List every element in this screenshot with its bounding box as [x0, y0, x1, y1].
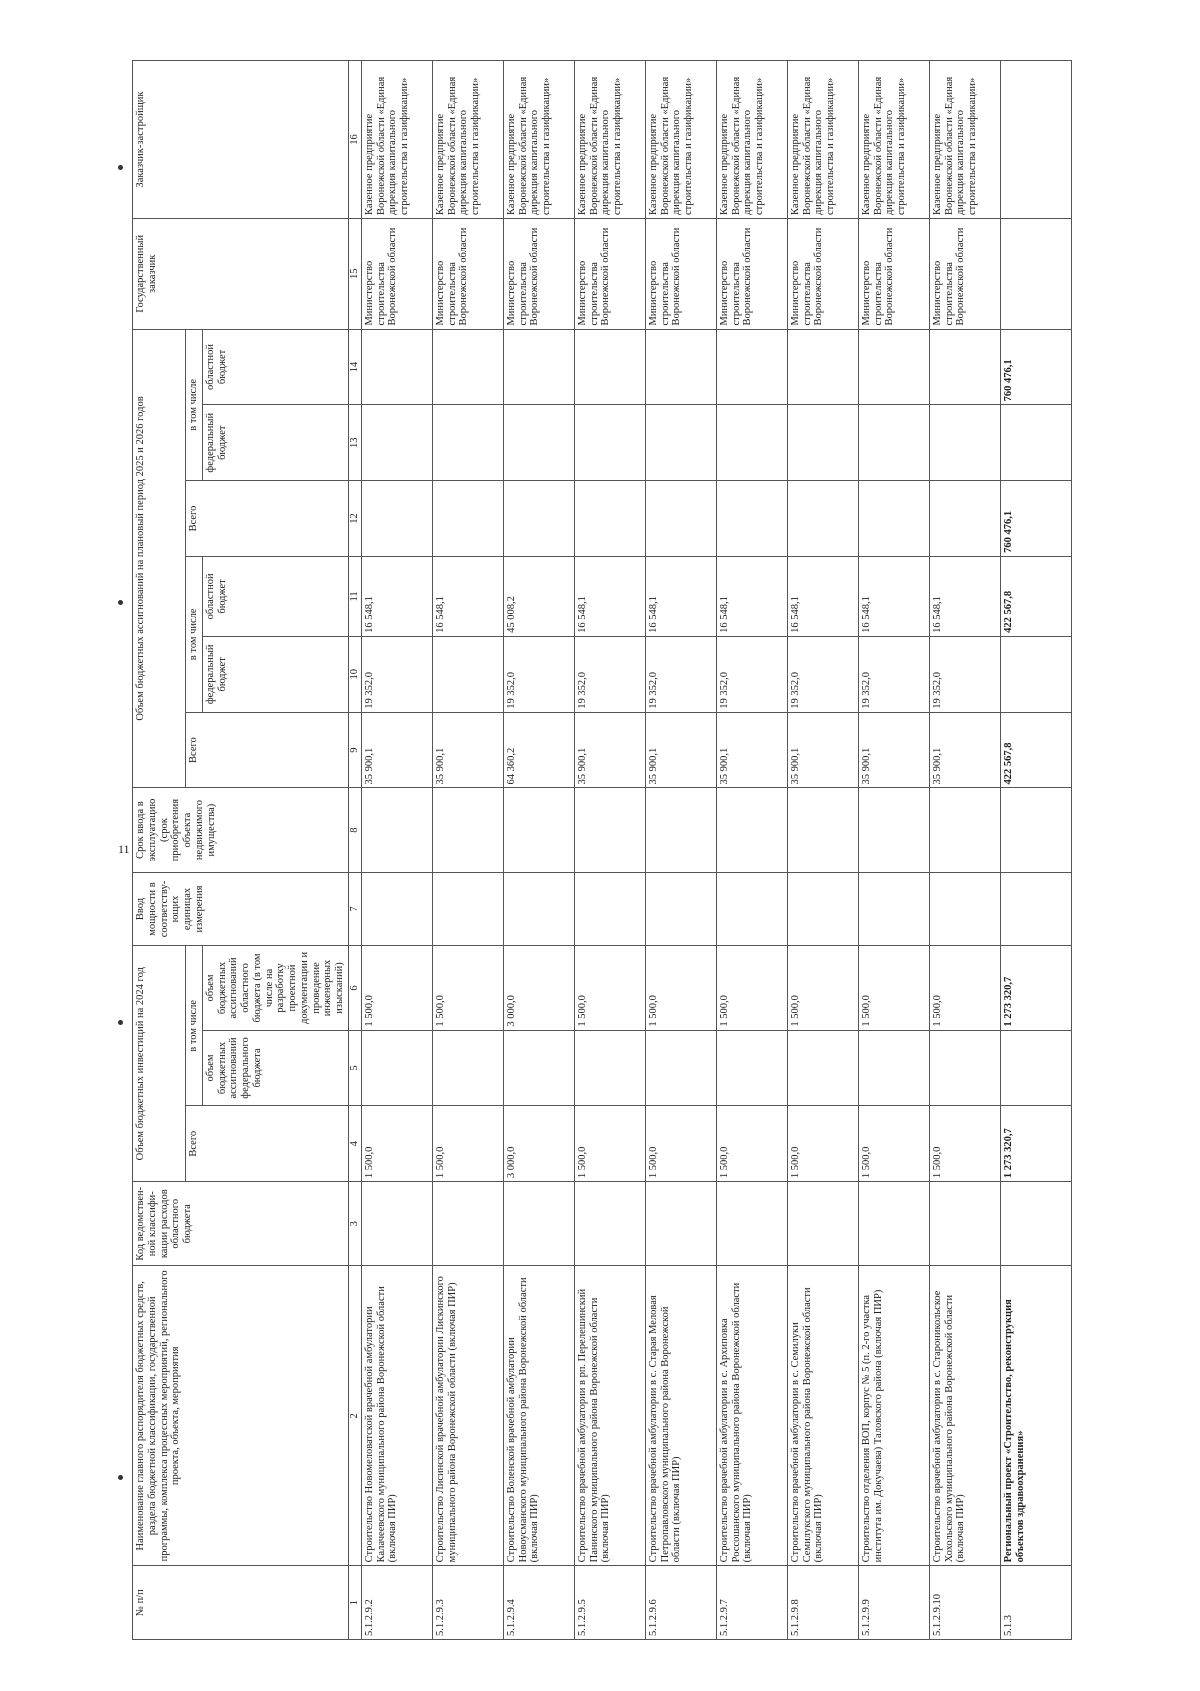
budget-code	[716, 1182, 787, 1266]
regional-2026: 760 476,1	[1000, 329, 1071, 405]
header-fed-2025: федеральный бюджет	[202, 636, 348, 712]
total-2026	[503, 481, 574, 557]
object-name: Строительство врачебной амбулатории в с. Семилуки Семилукского муниципального района Воронежской области (включая ПИР)	[787, 1266, 858, 1566]
regional-2026	[503, 329, 574, 405]
column-number: 3	[348, 1182, 361, 1266]
row-number: 5.1.2.9.8	[787, 1566, 858, 1640]
header-plan: Объем бюджетных ассигнований на плановый период 2025 и 2026 годов	[133, 329, 186, 788]
table-row	[858, 61, 929, 1640]
federal-2026	[503, 405, 574, 481]
regional-2025: 16 548,1	[574, 556, 645, 636]
total-2024: 1 273 320,7	[1000, 1106, 1071, 1182]
column-number-row	[348, 61, 361, 1640]
regional-2024: 1 500,0	[929, 946, 1000, 1030]
header-capacity: Ввод мощности в соответству-ющих единицах измерения	[133, 872, 349, 946]
header-fed-2024: объем бюджетных ассигнований федерального бюджета	[202, 1030, 348, 1106]
table-row	[716, 61, 787, 1640]
regional-2024: 1 500,0	[716, 946, 787, 1030]
state-customer: Министерство строительства Воронежской области	[858, 219, 929, 330]
regional-2025: 45 008,2	[503, 556, 574, 636]
regional-2024: 1 500,0	[574, 946, 645, 1030]
header-name: Наименование главного распорядителя бюджетных средств, раздела бюджетной классификации, государственной программы, комплекса процессных мероприятий, регионального проекта, объекта, мероприятия	[133, 1266, 349, 1566]
federal-2025: 19 352,0	[929, 636, 1000, 712]
total-2026	[574, 481, 645, 557]
total-2026	[716, 481, 787, 557]
developer: Казенное предприятие Воронежской области «Единая дирекция капитального строительства и газификации»	[574, 61, 645, 219]
total-2025: 422 567,8	[1000, 712, 1071, 788]
commission-term	[858, 788, 929, 872]
federal-2026	[361, 405, 432, 481]
regional-2025: 16 548,1	[929, 556, 1000, 636]
table-row	[645, 61, 716, 1640]
state-customer: Министерство строительства Воронежской области	[645, 219, 716, 330]
row-number: 5.1.2.9.3	[432, 1566, 503, 1640]
budget-code	[1000, 1182, 1071, 1266]
table-row	[361, 61, 432, 1640]
state-customer: Министерство строительства Воронежской области	[574, 219, 645, 330]
developer: Казенное предприятие Воронежской области «Единая дирекция капитального строительства и газификации»	[645, 61, 716, 219]
total-2024: 1 500,0	[858, 1106, 929, 1182]
developer: Казенное предприятие Воронежской области «Единая дирекция капитального строительства и газификации»	[361, 61, 432, 219]
total-2025: 35 900,1	[361, 712, 432, 788]
punch-dot	[118, 165, 123, 170]
budget-code	[432, 1182, 503, 1266]
federal-2025: 19 352,0	[361, 636, 432, 712]
header-no: № п/п	[133, 1566, 349, 1640]
header-incl-2025: в том числе	[186, 556, 203, 712]
row-number: 5.1.2.9.2	[361, 1566, 432, 1640]
total-2026	[432, 481, 503, 557]
object-name: Строительство Воленской врачебной амбулатории Новоусманского муниципального района Воронежской области (включая ПИР)	[503, 1266, 574, 1566]
object-name: Строительство Лисинской врачебной амбулатории Лискинского муниципального района Воронежской области (включая ПИР)	[432, 1266, 503, 1566]
column-number: 11	[348, 556, 361, 636]
object-name: Строительство врачебной амбулатории в рп. Перелешинский Панинского муниципального района Воронежской области (включая ПИР)	[574, 1266, 645, 1566]
total-2026	[858, 481, 929, 557]
commission-term	[574, 788, 645, 872]
total-2024: 3 000,0	[503, 1106, 574, 1182]
state-customer: Министерство строительства Воронежской области	[361, 219, 432, 330]
regional-2025: 16 548,1	[787, 556, 858, 636]
capacity	[574, 872, 645, 946]
object-name: Региональный проект «Строительство, реконструкция объектов здравоохранения»	[1000, 1266, 1071, 1566]
header-code: Код ведомствен-ной классифи-кации расходов областного бюджета	[133, 1182, 349, 1266]
regional-2026	[787, 329, 858, 405]
total-2024: 1 500,0	[716, 1106, 787, 1182]
federal-2026	[929, 405, 1000, 481]
state-customer: Министерство строительства Воронежской области	[929, 219, 1000, 330]
regional-2024: 3 000,0	[503, 946, 574, 1030]
column-number: 12	[348, 481, 361, 557]
column-number: 13	[348, 405, 361, 481]
table-row	[574, 61, 645, 1640]
row-number: 5.1.2.9.5	[574, 1566, 645, 1640]
header-total-2025: Всего	[186, 712, 349, 788]
total-2024: 1 500,0	[574, 1106, 645, 1182]
header-fed-2026: федеральный бюджет	[202, 405, 348, 481]
capacity	[361, 872, 432, 946]
federal-2026	[787, 405, 858, 481]
budget-code	[361, 1182, 432, 1266]
header-vol2024: Объем бюджетных инвестиций на 2024 год	[133, 946, 186, 1182]
punch-dot	[118, 600, 123, 605]
regional-2026	[361, 329, 432, 405]
total-2024: 1 500,0	[929, 1106, 1000, 1182]
punch-dot	[118, 1020, 123, 1025]
commission-term	[503, 788, 574, 872]
header-total-2026: Всего	[186, 481, 349, 557]
regional-2024: 1 273 320,7	[1000, 946, 1071, 1030]
federal-2024	[361, 1030, 432, 1106]
developer: Казенное предприятие Воронежской области «Единая дирекция капитального строительства и газификации»	[716, 61, 787, 219]
developer: Казенное предприятие Воронежской области «Единая дирекция капитального строительства и газификации»	[929, 61, 1000, 219]
regional-2024: 1 500,0	[432, 946, 503, 1030]
federal-2024	[716, 1030, 787, 1106]
state-customer: Министерство строительства Воронежской области	[503, 219, 574, 330]
total-2025: 35 900,1	[858, 712, 929, 788]
table-row	[929, 61, 1000, 1640]
capacity	[503, 872, 574, 946]
regional-2024: 1 500,0	[645, 946, 716, 1030]
column-number: 2	[348, 1266, 361, 1566]
commission-term	[1000, 788, 1071, 872]
total-2024: 1 500,0	[645, 1106, 716, 1182]
column-number: 4	[348, 1106, 361, 1182]
column-number: 9	[348, 712, 361, 788]
regional-2026	[574, 329, 645, 405]
header-incl-2026: в том числе	[186, 329, 203, 481]
federal-2025: 19 352,0	[574, 636, 645, 712]
budget-code	[574, 1182, 645, 1266]
object-name: Строительство отделения ВОП, корпус № 5 (п. 2-го участка института им. Докучаева) Таловского района (включая ПИР)	[858, 1266, 929, 1566]
federal-2024	[1000, 1030, 1071, 1106]
federal-2025	[1000, 636, 1071, 712]
developer: Казенное предприятие Воронежской области «Единая дирекция капитального строительства и газификации»	[503, 61, 574, 219]
regional-2026	[716, 329, 787, 405]
federal-2025: 19 352,0	[787, 636, 858, 712]
total-2025: 35 900,1	[645, 712, 716, 788]
budget-code	[929, 1182, 1000, 1266]
capacity	[432, 872, 503, 946]
object-name: Строительство врачебной амбулатории в с. Староникольское Хохольского муниципального района Воронежской области (включая ПИР)	[929, 1266, 1000, 1566]
developer: Казенное предприятие Воронежской области «Единая дирекция капитального строительства и газификации»	[787, 61, 858, 219]
budget-code	[858, 1182, 929, 1266]
row-number: 5.1.2.9.9	[858, 1566, 929, 1640]
federal-2024	[574, 1030, 645, 1106]
total-2026	[929, 481, 1000, 557]
capacity	[929, 872, 1000, 946]
row-number: 5.1.3	[1000, 1566, 1071, 1640]
object-name: Строительство врачебной амбулатории в с. Старая Меловая Петропавловского муниципального района Воронежской области (включая ПИР)	[645, 1266, 716, 1566]
regional-2024: 1 500,0	[858, 946, 929, 1030]
budget-code	[503, 1182, 574, 1266]
federal-2026	[645, 405, 716, 481]
commission-term	[716, 788, 787, 872]
federal-2024	[503, 1030, 574, 1106]
state-customer: Министерство строительства Воронежской области	[432, 219, 503, 330]
column-number: 16	[348, 61, 361, 219]
capacity	[1000, 872, 1071, 946]
column-number: 6	[348, 946, 361, 1030]
federal-2025: 19 352,0	[503, 636, 574, 712]
federal-2024	[787, 1030, 858, 1106]
row-number: 5.1.2.9.4	[503, 1566, 574, 1640]
total-2024: 1 500,0	[361, 1106, 432, 1182]
total-2025: 64 360,2	[503, 712, 574, 788]
column-number: 7	[348, 872, 361, 946]
regional-2026	[929, 329, 1000, 405]
federal-2024	[432, 1030, 503, 1106]
object-name: Строительство врачебной амбулатории в с. Архиповка Россошанского муниципального района Воронежской области (включая ПИР)	[716, 1266, 787, 1566]
header-customer: Государственный заказчик	[133, 219, 349, 330]
column-number: 15	[348, 219, 361, 330]
column-number: 5	[348, 1030, 361, 1106]
total-2024: 1 500,0	[432, 1106, 503, 1182]
column-number: 8	[348, 788, 361, 872]
capacity	[716, 872, 787, 946]
total-2025: 35 900,1	[574, 712, 645, 788]
header-reg-2024: объем бюджетных ассигнований областного бюджета (в том числе на разработку проектной документации и проведение инженерных изысканий)	[202, 946, 348, 1030]
federal-2026	[1000, 405, 1071, 481]
header-reg-2025: областной бюджет	[202, 556, 348, 636]
regional-2024: 1 500,0	[787, 946, 858, 1030]
row-number: 5.1.2.9.7	[716, 1566, 787, 1640]
regional-2025: 16 548,1	[432, 556, 503, 636]
state-customer	[1000, 219, 1071, 330]
total-2024: 1 500,0	[787, 1106, 858, 1182]
total-2026	[645, 481, 716, 557]
rotated-page	[132, 60, 1062, 1640]
federal-2024	[929, 1030, 1000, 1106]
regional-2025: 16 548,1	[858, 556, 929, 636]
header-incl-2024: в том числе	[186, 946, 203, 1106]
total-2025: 35 900,1	[432, 712, 503, 788]
header-term: Срок ввода в эксплуатацию (срок приобретения объекта недвижимого имущества)	[133, 788, 349, 872]
punch-dot	[118, 1475, 123, 1480]
capacity	[645, 872, 716, 946]
regional-2024: 1 500,0	[361, 946, 432, 1030]
commission-term	[929, 788, 1000, 872]
column-number: 1	[348, 1566, 361, 1640]
row-number: 5.1.2.9.6	[645, 1566, 716, 1640]
regional-2025: 422 567,8	[1000, 556, 1071, 636]
header-developer: Заказчик-застройщик	[133, 61, 349, 219]
table-row	[432, 61, 503, 1640]
regional-2025: 16 548,1	[716, 556, 787, 636]
commission-term	[432, 788, 503, 872]
federal-2025	[432, 636, 503, 712]
state-customer: Министерство строительства Воронежской области	[716, 219, 787, 330]
developer	[1000, 61, 1071, 219]
regional-2025: 16 548,1	[645, 556, 716, 636]
total-2026	[361, 481, 432, 557]
developer: Казенное предприятие Воронежской области «Единая дирекция капитального строительства и газификации»	[432, 61, 503, 219]
federal-2026	[858, 405, 929, 481]
object-name: Строительство Новомеловатской врачебной амбулатории Калачеевского муниципального района Воронежской области (включая ПИР)	[361, 1266, 432, 1566]
federal-2025: 19 352,0	[645, 636, 716, 712]
regional-2026	[858, 329, 929, 405]
column-number: 14	[348, 329, 361, 405]
row-number: 5.1.2.9.10	[929, 1566, 1000, 1640]
investment-table	[132, 60, 1072, 1640]
federal-2026	[716, 405, 787, 481]
commission-term	[645, 788, 716, 872]
commission-term	[361, 788, 432, 872]
total-2025: 35 900,1	[787, 712, 858, 788]
total-2026	[787, 481, 858, 557]
state-customer: Министерство строительства Воронежской области	[787, 219, 858, 330]
federal-2025: 19 352,0	[716, 636, 787, 712]
capacity	[787, 872, 858, 946]
regional-2026	[432, 329, 503, 405]
regional-2026	[645, 329, 716, 405]
federal-2024	[858, 1030, 929, 1106]
budget-code	[787, 1182, 858, 1266]
capacity	[858, 872, 929, 946]
page-number: 11	[118, 842, 130, 856]
total-2025: 35 900,1	[929, 712, 1000, 788]
developer: Казенное предприятие Воронежской области «Единая дирекция капитального строительства и газификации»	[858, 61, 929, 219]
table-row	[787, 61, 858, 1640]
federal-2026	[574, 405, 645, 481]
table-row	[1000, 61, 1071, 1640]
column-number: 10	[348, 636, 361, 712]
commission-term	[787, 788, 858, 872]
header-reg-2026: областной бюджет	[202, 329, 348, 405]
header-total-2024: Всего	[186, 1106, 349, 1182]
federal-2024	[645, 1030, 716, 1106]
total-2026: 760 476,1	[1000, 481, 1071, 557]
table-row	[503, 61, 574, 1640]
regional-2025: 16 548,1	[361, 556, 432, 636]
total-2025: 35 900,1	[716, 712, 787, 788]
federal-2026	[432, 405, 503, 481]
federal-2025: 19 352,0	[858, 636, 929, 712]
budget-code	[645, 1182, 716, 1266]
